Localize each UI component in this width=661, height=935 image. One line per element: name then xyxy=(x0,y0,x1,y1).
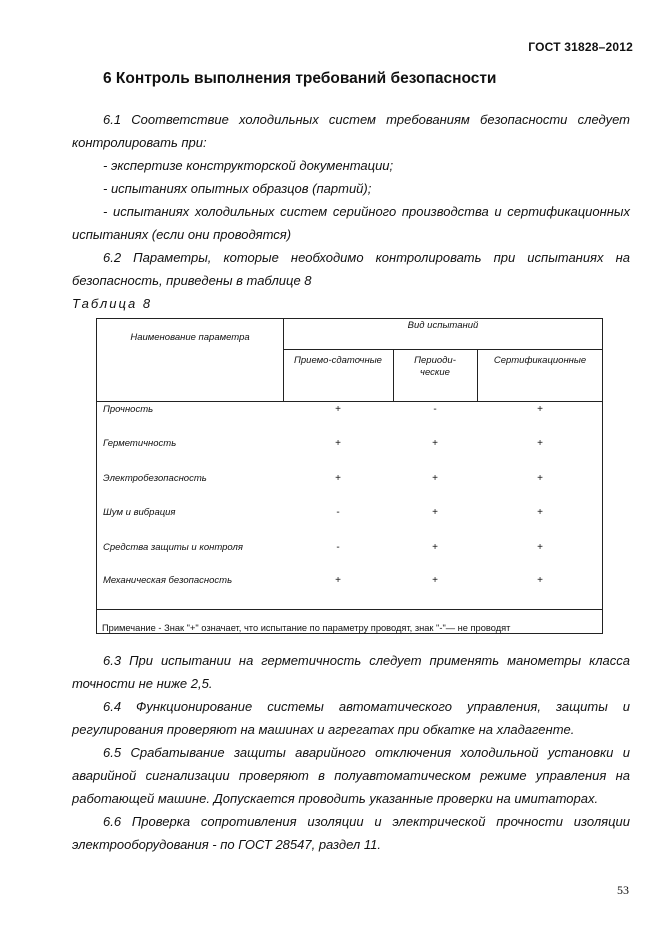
cell-periodic: - xyxy=(433,404,437,415)
row-name: Шум и вибрация xyxy=(103,507,176,518)
row-name: Прочность xyxy=(103,404,154,415)
row-name: Средства защиты и контроля xyxy=(103,542,243,553)
cell-certification: + xyxy=(537,473,543,484)
paragraph-6-4 xyxy=(72,695,630,741)
table-divider xyxy=(283,349,603,350)
paragraph-6-3 xyxy=(72,649,630,695)
document-header-id: ГОСТ 31828–2012 xyxy=(528,40,633,54)
paragraph-line: электрооборудования - по ГОСТ 28547, раздел 11. xyxy=(72,837,381,852)
table-divider xyxy=(97,609,603,610)
section-title: 6 Контроль выполнения требований безопасности xyxy=(103,70,497,87)
paragraph-line: работающей машине. Допускается проводить указанные проверки на имитаторах. xyxy=(72,791,599,806)
paragraph-line: регулирования проверяют на машинах и агрегатах при обкатке на хладагенте. xyxy=(72,722,575,737)
page-number: 53 xyxy=(617,883,629,897)
header-periodic-line2: ческие xyxy=(420,367,450,378)
paragraph-line: 6.1 Соответствие холодильных систем требованиям безопасности следует xyxy=(103,112,630,127)
paragraph-line: 6.6 Проверка сопротивления изоляции и электрической прочности изоляции xyxy=(103,814,630,829)
header-acceptance: Приемо-сдаточные xyxy=(294,355,382,366)
cell-acceptance: - xyxy=(336,542,340,553)
row-name: Герметичность xyxy=(103,438,177,449)
row-name: Электробезопасность xyxy=(103,473,207,484)
paragraph-6-2 xyxy=(72,246,630,292)
paragraph-6-1 xyxy=(72,108,630,246)
paragraph-line: точности не ниже 2,5. xyxy=(72,676,213,691)
cell-certification: + xyxy=(537,404,543,415)
list-item: - испытаниях опытных образцов (партий); xyxy=(103,181,372,196)
paragraph-line: 6.2 Параметры, которые необходимо контролировать при испытаниях на xyxy=(103,250,630,265)
header-test-type: Вид испытаний xyxy=(407,320,479,331)
cell-certification: + xyxy=(537,438,543,449)
cell-acceptance: + xyxy=(335,575,341,586)
paragraph-line: безопасность, приведены в таблице 8 xyxy=(72,273,312,288)
cell-periodic: + xyxy=(432,542,438,553)
cell-periodic: + xyxy=(432,575,438,586)
list-item: - испытаниях холодильных систем серийного производства и сертификационных xyxy=(103,204,630,219)
cell-certification: + xyxy=(537,542,543,553)
paragraph-6-5 xyxy=(72,741,630,810)
header-certification: Сертификационные xyxy=(493,355,587,366)
table-caption: Таблица 8 xyxy=(72,296,153,311)
row-name: Механическая безопасность xyxy=(103,575,233,586)
list-item: - экспертизе конструкторской документации; xyxy=(103,158,394,173)
paragraph-line: 6.5 Срабатывание защиты аварийного отключения холодильной установки и xyxy=(103,745,630,760)
cell-periodic: + xyxy=(432,473,438,484)
paragraph-line: контролировать при: xyxy=(72,135,207,150)
paragraph-line: 6.3 При испытании на герметичность следует применять манометры класса xyxy=(103,653,630,668)
cell-certification: + xyxy=(537,507,543,518)
safety-tests-table xyxy=(96,318,603,634)
table-note: Примечание - Знак "+" означает, что испытание по параметру проводят, знак "-"— не проводят xyxy=(102,623,511,633)
header-periodic xyxy=(393,355,477,379)
cell-periodic: + xyxy=(432,438,438,449)
paragraph-line: 6.4 Функционирование системы автоматического управления, защиты и xyxy=(103,699,630,714)
cell-acceptance: + xyxy=(335,438,341,449)
cell-certification: + xyxy=(537,575,543,586)
cell-acceptance: + xyxy=(335,473,341,484)
paragraph-line: аварийной сигнализации проверяют в полуавтоматическом режиме управления на xyxy=(72,768,630,783)
paragraph-6-6 xyxy=(72,810,630,856)
cell-acceptance: - xyxy=(336,507,340,518)
header-periodic-line1: Периоди- xyxy=(414,355,456,366)
table-divider xyxy=(97,401,603,402)
list-item-continuation: испытаниях (если они проводятся) xyxy=(72,227,292,242)
cell-periodic: + xyxy=(432,507,438,518)
header-parameter-name: Наименование параметра xyxy=(130,332,250,343)
cell-acceptance: + xyxy=(335,404,341,415)
